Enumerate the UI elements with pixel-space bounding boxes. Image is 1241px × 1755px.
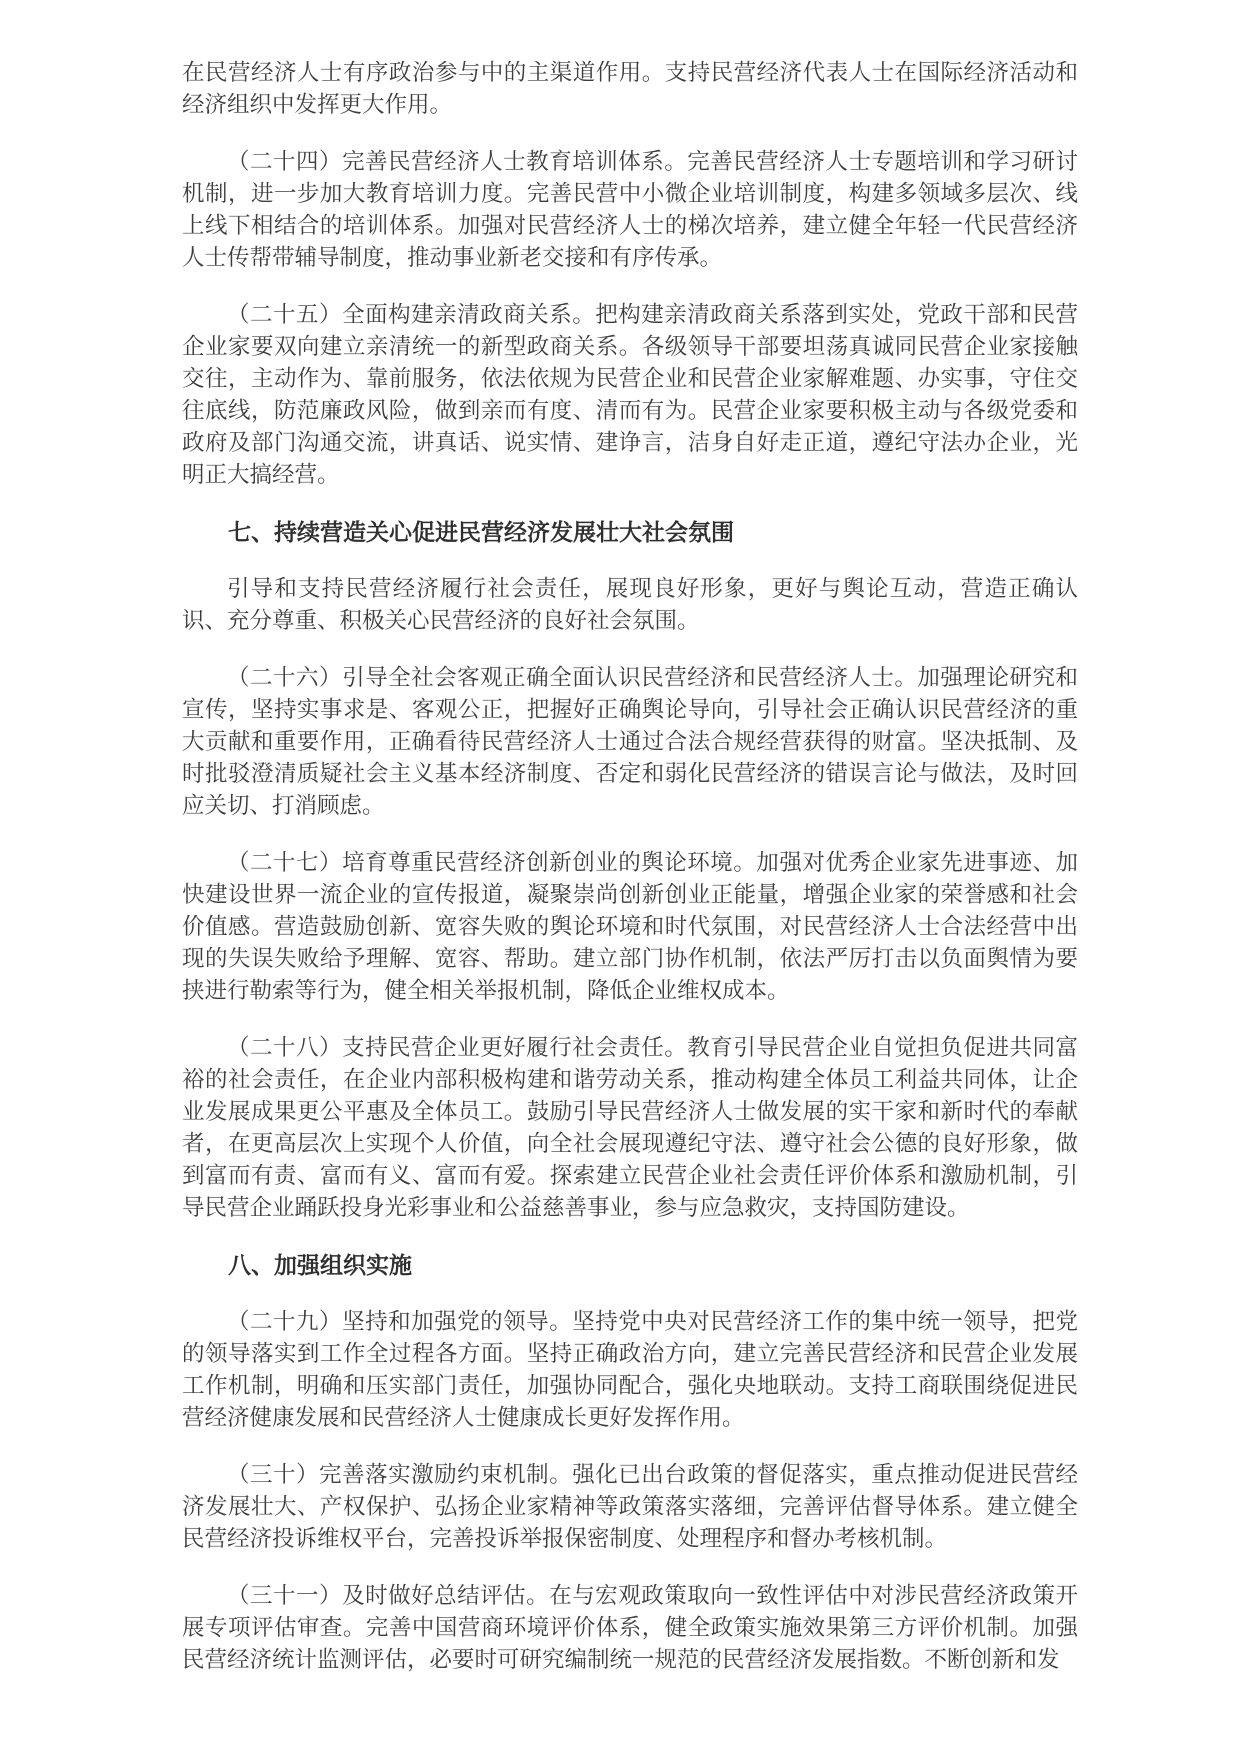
body-paragraph: （二十六）引导全社会客观正确全面认识民营经济和民营经济人士。加强理论研究和宣传，坚持实事求是、客观公正，把握好正确舆论导向，引导社会正确认识民营经济的重大贡献和重要作用，正确看待民营经济人士通过合法合规经营获得的财富。坚决抵制、及时批驳澄清质疑社会主义基本经济制度、否定和弱化民营经济的错误言论与做法，及时回应关切、打消顾虑。: [182, 665, 1078, 818]
body-paragraph: （二十七）培育尊重民营经济创新创业的舆论环境。加强对优秀企业家先进事迹、加快建设世界一流企业的宣传报道，凝聚崇尚创新创业正能量，增强企业家的荣誉感和社会价值感。营造鼓励创新、宽容失败的舆论环境和时代氛围，对民营经济人士合法经营中出现的失误失败给予理解、宽容、帮助。建立部门协作机制，依法严厉打击以负面舆情为要挟进行勒索等行为，健全相关举报机制，降低企业维权成本。: [182, 850, 1078, 1003]
document-content: [182, 57, 1078, 1676]
body-paragraph: （二十九）坚持和加强党的领导。坚持党中央对民营经济工作的集中统一领导，把党的领导落实到工作全过程各方面。坚持正确政治方向，建立完善民营经济和民营企业发展工作机制，明确和压实部门责任，加强协同配合，强化央地联动。支持工商联围绕促进民营经济健康发展和民营经济人士健康成长更好发挥作用。: [182, 1309, 1078, 1430]
body-paragraph: （三十一）及时做好总结评估。在与宏观政策取向一致性评估中对涉民营经济政策开展专项评估审查。完善中国营商环境评价体系，健全政策实施效果第三方评价机制。加强民营经济统计监测评估，必要时可研究编制统一规范的民营经济发展指数。不断创新和发: [182, 1583, 1078, 1672]
body-paragraph: 在民营经济人士有序政治参与中的主渠道作用。支持民营经济代表人士在国际经济活动和经济组织中发挥更大作用。: [182, 60, 1078, 117]
body-paragraph: （二十五）全面构建亲清政商关系。把构建亲清政商关系落到实处，党政干部和民营企业家要双向建立亲清统一的新型政商关系。各级领导干部要坦荡真诚同民营企业家接触交往，主动作为、靠前服务，依法依规为民营企业和民营企业家解难题、办实事，守住交往底线，防范廉政风险，做到亲而有度、清而有为。民营企业家要积极主动与各级党委和政府及部门沟通交流，讲真话、说实情、建诤言，洁身自好走正道，遵纪守法办企业，光明正大搞经营。: [182, 302, 1078, 487]
body-paragraph: （二十四）完善民营经济人士教育培训体系。完善民营经济人士专题培训和学习研讨机制，进一步加大教育培训力度。完善民营中小微企业培训制度，构建多领域多层次、线上线下相结合的培训体系。加强对民营经济人士的梯次培养，建立健全年轻一代民营经济人士传帮带辅导制度，推动事业新老交接和有序传承。: [182, 149, 1078, 270]
section-heading: 七、持续营造关心促进民营经济发展壮大社会氛围: [228, 519, 734, 545]
body-paragraph: 引导和支持民营经济履行社会责任，展现良好形象，更好与舆论互动，营造正确认识、充分尊重、积极关心民营经济的良好社会氛围。: [182, 576, 1078, 633]
body-paragraph: （二十八）支持民营企业更好履行社会责任。教育引导民营企业自觉担负促进共同富裕的社会责任，在企业内部积极构建和谐劳动关系，推动构建全体员工利益共同体，让企业发展成果更公平惠及全体员工。鼓励引导民营经济人士做发展的实干家和新时代的奉献者，在更高层次上实现个人价值，向全社会展现遵纪守法、遵守社会公德的良好形象，做到富而有责、富而有义、富而有爱。探索建立民营企业社会责任评价体系和激励机制，引导民营企业踊跃投身光彩事业和公益慈善事业，参与应急救灾，支持国防建设。: [182, 1035, 1078, 1220]
body-paragraph: （三十）完善落实激励约束机制。强化已出台政策的督促落实，重点推动促进民营经济发展壮大、产权保护、弘扬企业家精神等政策落实落细，完善评估督导体系。建立健全民营经济投诉维权平台，完善投诉举报保密制度、处理程序和督办考核机制。: [182, 1462, 1078, 1551]
section-heading: 八、加强组织实施: [228, 1252, 412, 1278]
